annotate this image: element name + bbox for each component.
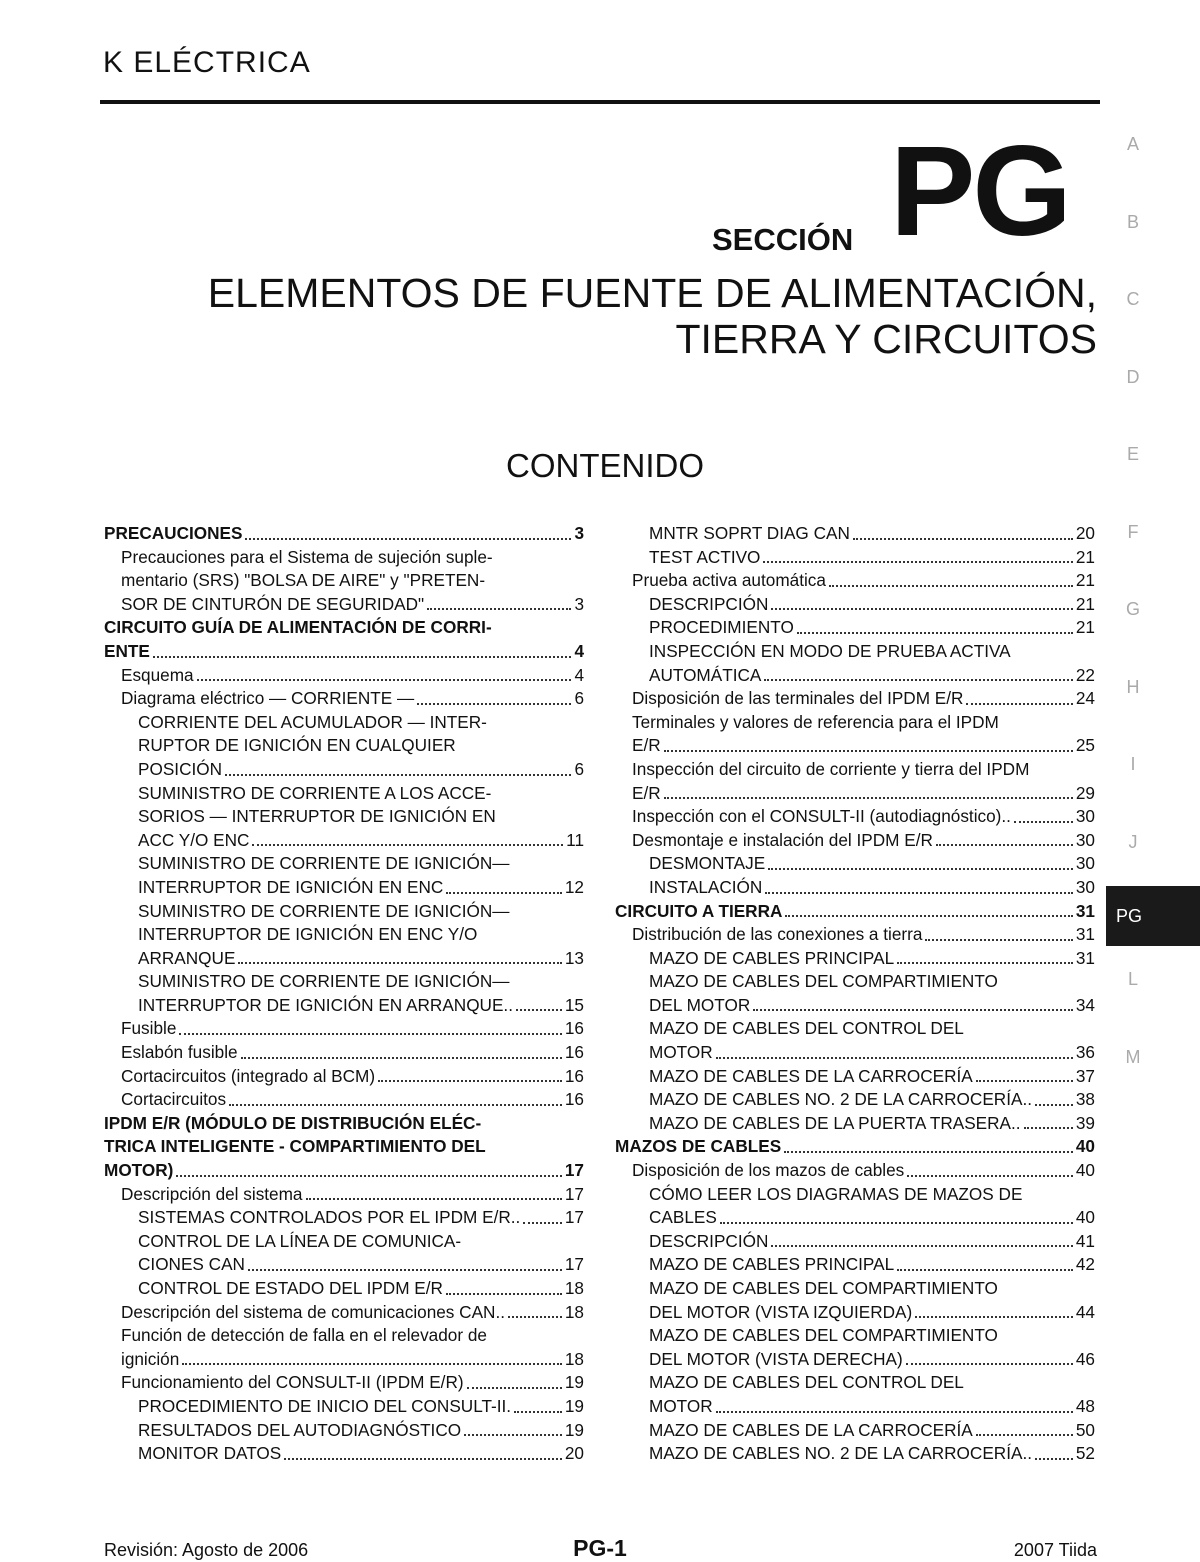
toc-dot-leader [197, 679, 572, 681]
toc-entry-title: MAZO DE CABLES DE LA CARROCERÍA [649, 1419, 973, 1440]
toc-entry[interactable] [104, 1088, 584, 1112]
toc-entry-title: Esquema [121, 664, 194, 685]
toc-entry[interactable] [615, 994, 1095, 1018]
toc-dot-leader [306, 1198, 562, 1200]
toc-entry-title: INTERRUPTOR DE IGNICIÓN EN ENC Y/O [138, 924, 478, 945]
toc-dot-leader [785, 915, 1072, 917]
toc-entry [104, 711, 584, 735]
toc-entry [104, 616, 584, 640]
section-tab-pg[interactable]: PG [1106, 886, 1200, 946]
toc-entry [615, 1183, 1095, 1207]
toc-entry[interactable] [615, 852, 1095, 876]
toc-entry-title: Función de detección de falla en el relevador de [121, 1325, 487, 1346]
toc-entry-page: 17 [564, 1160, 584, 1181]
toc-entry-page: 29 [1075, 782, 1095, 803]
toc-entry[interactable] [104, 1017, 584, 1041]
toc-entry[interactable] [615, 1135, 1095, 1159]
toc-entry-title: DESCRIPCIÓN [649, 593, 769, 614]
toc-entry-title: MAZO DE CABLES DEL CONTROL DEL [649, 1018, 964, 1039]
toc-dot-leader [229, 1104, 562, 1106]
toc-entry-title: CÓMO LEER LOS DIAGRAMAS DE MAZOS DE [649, 1183, 1023, 1204]
section-title [208, 270, 1097, 362]
section-tab-m[interactable]: M [1125, 1046, 1141, 1067]
toc-entry-title: INTERRUPTOR DE IGNICIÓN EN ENC [138, 876, 444, 897]
toc-entry-title: Cortacircuitos (integrado al BCM) [121, 1065, 376, 1086]
toc-entry[interactable] [615, 1206, 1095, 1230]
toc-dot-leader [897, 962, 1073, 964]
toc-entry-page: 31 [1075, 947, 1095, 968]
section-tab-a[interactable]: A [1126, 134, 1139, 154]
toc-entry[interactable] [615, 569, 1095, 593]
toc-dot-leader [720, 1222, 1073, 1224]
toc-entry-page: 30 [1075, 853, 1095, 874]
toc-entry[interactable] [104, 1253, 584, 1277]
section-group-title: K ELÉCTRICA [103, 46, 311, 79]
toc-entry-page: 52 [1075, 1443, 1095, 1464]
toc-dot-leader [771, 1245, 1073, 1247]
toc-entry-title: Eslabón fusible [121, 1042, 238, 1063]
toc-dot-leader [179, 1033, 561, 1035]
toc-entry-title: DESMONTAJE [649, 853, 766, 874]
toc-entry-title: PROCEDIMIENTO [649, 617, 794, 638]
toc-entry[interactable] [615, 616, 1095, 640]
toc-entry-title: SORIOS — INTERRUPTOR DE IGNICIÓN EN [138, 806, 496, 827]
section-tab-l[interactable]: L [1127, 969, 1138, 989]
toc-entry[interactable] [615, 1419, 1095, 1443]
toc-entry-page: 17 [564, 1254, 584, 1275]
toc-entry-title: MAZOS DE CABLES [615, 1136, 782, 1157]
toc-entry[interactable] [615, 1112, 1095, 1136]
toc-entry [104, 1112, 584, 1136]
toc-entry[interactable] [104, 1395, 584, 1419]
toc-dot-leader [976, 1434, 1073, 1436]
toc-entry[interactable] [104, 1065, 584, 1089]
toc-dot-leader [925, 939, 1072, 941]
toc-entry-title: MAZO DE CABLES PRINCIPAL [649, 947, 895, 968]
toc-entry-title: INTERRUPTOR DE IGNICIÓN EN ARRANQUE.. [138, 994, 513, 1015]
toc-left-column [104, 522, 584, 1466]
toc-entry-title: E/R [632, 735, 661, 756]
toc-entry-title: Disposición de los mazos de cables [632, 1160, 905, 1181]
toc-entry-page: 38 [1075, 1089, 1095, 1110]
toc-entry-title: MAZO DE CABLES DEL COMPARTIMIENTO [649, 1325, 998, 1346]
toc-entry[interactable] [615, 1065, 1095, 1089]
toc-entry [104, 1135, 584, 1159]
toc-entry-title: MONITOR DATOS [138, 1443, 282, 1464]
toc-entry-title: CONTROL DE ESTADO DEL IPDM E/R [138, 1278, 443, 1298]
toc-dot-leader [427, 608, 571, 610]
toc-entry-page: 37 [1075, 1065, 1095, 1086]
toc-entry-page: 19 [564, 1419, 584, 1440]
toc-entry-page: 18 [564, 1348, 584, 1369]
toc-entry-title: CONTROL DE LA LÍNEA DE COMUNICA- [138, 1230, 462, 1251]
toc-dot-leader [284, 1458, 562, 1460]
toc-entry-page: 4 [574, 664, 584, 685]
toc-entry-title: SUMINISTRO DE CORRIENTE A LOS ACCE- [138, 782, 492, 803]
toc-entry[interactable] [104, 664, 584, 688]
toc-entry-title: Fusible [121, 1018, 177, 1039]
toc-entry[interactable] [104, 994, 584, 1018]
toc-entry-title: Cortacircuitos [121, 1089, 227, 1110]
toc-entry-title: E/R [632, 782, 661, 803]
toc-entry[interactable] [104, 758, 584, 782]
toc-entry-page: 44 [1075, 1301, 1095, 1322]
toc-dot-leader [241, 1057, 562, 1059]
toc-dot-leader [716, 1411, 1073, 1413]
section-tab-e[interactable]: E [1126, 444, 1139, 464]
toc-entry[interactable] [104, 1159, 584, 1183]
toc-dot-leader [153, 656, 572, 658]
toc-dot-leader [765, 892, 1073, 894]
toc-entry [104, 805, 584, 829]
toc-dot-leader [797, 632, 1073, 634]
toc-entry-page: 41 [1075, 1230, 1095, 1251]
toc-entry[interactable] [615, 1041, 1095, 1065]
toc-entry [104, 900, 584, 924]
toc-entry [615, 1277, 1095, 1301]
toc-entry-page: 20 [564, 1443, 584, 1464]
toc-entry[interactable] [615, 1253, 1095, 1277]
toc-dot-leader [467, 1387, 562, 1389]
section-tab-i[interactable]: I [1130, 754, 1136, 774]
toc-entry[interactable] [615, 687, 1095, 711]
section-label: SECCIÓN [712, 222, 854, 257]
toc-entry-title: MAZO DE CABLES DE LA CARROCERÍA [649, 1065, 973, 1086]
toc-entry-title: RUPTOR DE IGNICIÓN EN CUALQUIER [138, 735, 456, 756]
toc-entry-title: AUTOMÁTICA [649, 664, 762, 685]
toc-entry-title: SISTEMAS CONTROLADOS POR EL IPDM E/R.. [138, 1207, 521, 1228]
toc-entry-title: Inspección con el CONSULT-II (autodiagnóstico).. [632, 806, 1011, 827]
toc-entry-page: 17 [564, 1183, 584, 1204]
toc-dot-leader [446, 1293, 562, 1295]
toc-dot-leader [176, 1175, 561, 1177]
toc-entry[interactable] [615, 1230, 1095, 1254]
toc-entry-page: 16 [564, 1089, 584, 1110]
toc-dot-leader [768, 868, 1073, 870]
toc-entry-page: 22 [1075, 664, 1095, 685]
toc-entry[interactable] [104, 1371, 584, 1395]
contents-heading: CONTENIDO [506, 447, 704, 484]
toc-dot-leader [853, 538, 1073, 540]
section-tab-c[interactable]: C [1126, 289, 1140, 309]
toc-entry [104, 569, 584, 593]
toc-entry-page: 18 [564, 1278, 584, 1298]
toc-entry-page: 16 [564, 1065, 584, 1086]
toc-entry-page: 34 [1075, 994, 1095, 1015]
toc-entry-title: mentario (SRS) "BOLSA DE AIRE" y "PRETEN- [121, 570, 486, 591]
toc-dot-leader [897, 1269, 1073, 1271]
toc-dot-leader [446, 892, 562, 894]
toc-entry-page: 12 [564, 876, 584, 897]
toc-entry-page: 21 [1075, 617, 1095, 638]
toc-entry[interactable] [104, 947, 584, 971]
toc-dot-leader [716, 1057, 1073, 1059]
toc-dot-leader [225, 774, 571, 776]
toc-entry[interactable] [104, 593, 584, 617]
toc-entry-page: 50 [1075, 1419, 1095, 1440]
section-tab-j[interactable]: J [1128, 831, 1138, 852]
section-tab-d[interactable]: D [1126, 366, 1140, 387]
toc-entry-title: MOTOR) [104, 1160, 174, 1181]
toc-entry-title: ignición [121, 1348, 180, 1369]
toc-entry-page: 30 [1075, 876, 1095, 897]
toc-dot-leader [771, 608, 1073, 610]
toc-entry[interactable] [615, 734, 1095, 758]
toc-entry-title: ENTE [104, 640, 150, 661]
toc-dot-leader [906, 1363, 1073, 1365]
toc-entry[interactable] [615, 782, 1095, 806]
toc-entry-title: Disposición de las terminales del IPDM E/R [632, 688, 964, 709]
toc-entry[interactable] [615, 664, 1095, 688]
toc-entry-title: Descripción del sistema [121, 1183, 303, 1204]
toc-entry-title: Diagrama eléctrico — CORRIENTE — [121, 688, 415, 709]
toc-entry-title: MAZO DE CABLES NO. 2 DE LA CARROCERÍA.. [649, 1443, 1032, 1464]
toc-entry [615, 970, 1095, 994]
toc-dot-leader [245, 538, 571, 540]
toc-dot-leader [764, 679, 1073, 681]
toc-dot-leader [516, 1009, 562, 1011]
toc-entry-title: DEL MOTOR [649, 994, 751, 1015]
toc-dot-leader [976, 1080, 1073, 1082]
toc-dot-leader [1014, 821, 1073, 823]
toc-entry [615, 1371, 1095, 1395]
toc-entry-page: 20 [1075, 523, 1095, 543]
toc-entry[interactable] [615, 923, 1095, 947]
toc-entry-title: Precauciones para el Sistema de sujeción suple- [121, 546, 493, 567]
toc-entry-title: POSICIÓN [138, 758, 223, 779]
toc-entry-page: 18 [564, 1301, 584, 1322]
section-title-line-1: ELEMENTOS DE FUENTE DE ALIMENTACIÓN, [207, 270, 1097, 316]
toc-entry-title: CIRCUITO GUÍA DE ALIMENTACIÓN DE CORRI- [104, 617, 492, 638]
toc-entry [104, 923, 584, 947]
toc-entry[interactable] [615, 593, 1095, 617]
toc-entry-title: CIRCUITO A TIERRA [615, 900, 783, 921]
toc-entry-page: 48 [1075, 1395, 1095, 1416]
page-number: PG-1 [573, 1535, 627, 1561]
toc-entry[interactable] [615, 876, 1095, 900]
toc-dot-leader [753, 1009, 1073, 1011]
toc-dot-leader [464, 1434, 562, 1436]
toc-entry[interactable] [104, 1041, 584, 1065]
toc-entry-page: 31 [1075, 924, 1095, 945]
toc-entry-title: TRICA INTELIGENTE - COMPARTIMIENTO DEL [104, 1136, 486, 1157]
toc-entry-title: INSPECCIÓN EN MODO DE PRUEBA ACTIVA [649, 640, 1011, 661]
toc-entry[interactable] [615, 546, 1095, 570]
toc-entry[interactable] [615, 1159, 1095, 1183]
toc-entry-title: IPDM E/R (MÓDULO DE DISTRIBUCIÓN ELÉC- [104, 1112, 482, 1133]
toc-entry-page: 17 [564, 1207, 584, 1228]
toc-entry-title: SUMINISTRO DE CORRIENTE DE IGNICIÓN— [138, 900, 510, 921]
toc-entry[interactable] [615, 805, 1095, 829]
toc-entry-title: MAZO DE CABLES DEL COMPARTIMIENTO [649, 1278, 998, 1298]
toc-entry-title: DESCRIPCIÓN [649, 1230, 769, 1251]
toc-entry-page: 36 [1075, 1042, 1095, 1063]
toc-entry-page: 21 [1075, 570, 1095, 591]
toc-entry-page: 16 [564, 1018, 584, 1039]
toc-dot-leader [248, 1269, 562, 1271]
toc-entry[interactable] [615, 1395, 1095, 1419]
toc-entry-page: 6 [574, 758, 584, 779]
toc-entry [104, 546, 584, 570]
toc-entry-title: DEL MOTOR (VISTA IZQUIERDA) [649, 1301, 913, 1322]
toc-dot-leader [252, 844, 563, 846]
toc-entry-page: 15 [564, 994, 584, 1015]
toc-entry[interactable] [104, 1301, 584, 1325]
toc-dot-leader [907, 1175, 1073, 1177]
toc-entry-page: 40 [1075, 1136, 1095, 1157]
toc-dot-leader [417, 703, 571, 705]
toc-dot-leader [182, 1363, 562, 1365]
toc-entry-page: 40 [1075, 1160, 1095, 1181]
toc-entry[interactable] [104, 1183, 584, 1207]
toc-entry[interactable] [615, 829, 1095, 853]
toc-entry-title: ACC Y/O ENC [138, 829, 250, 850]
toc-entry-title: Desmontaje e instalación del IPDM E/R [632, 829, 933, 850]
toc-dot-leader [664, 750, 1073, 752]
toc-entry[interactable] [104, 640, 584, 664]
toc-dot-leader [514, 1411, 562, 1413]
revision-date: Revisión: Agosto de 2006 [104, 1540, 309, 1560]
toc-entry [104, 852, 584, 876]
toc-entry[interactable] [615, 947, 1095, 971]
toc-entry [615, 711, 1095, 735]
toc-dot-leader [1024, 1127, 1073, 1129]
toc-entry-page: 4 [574, 640, 584, 661]
toc-entry[interactable] [615, 1301, 1095, 1325]
toc-entry-title: SUMINISTRO DE CORRIENTE DE IGNICIÓN— [138, 971, 510, 992]
toc-entry-title: RESULTADOS DEL AUTODIAGNÓSTICO [138, 1419, 462, 1440]
toc-entry-title: MAZO DE CABLES PRINCIPAL [649, 1254, 895, 1275]
toc-entry-page: 13 [564, 947, 584, 968]
toc-entry-page: 24 [1075, 688, 1095, 709]
toc-entry-title: SOR DE CINTURÓN DE SEGURIDAD" [121, 593, 425, 614]
toc-entry-page: 21 [1075, 593, 1095, 614]
toc-entry-title: MAZO DE CABLES DE LA PUERTA TRASERA.. [649, 1112, 1021, 1133]
toc-entry[interactable] [615, 1442, 1095, 1466]
toc-dot-leader [1035, 1104, 1073, 1106]
toc-entry-title: Inspección del circuito de corriente y tierra del IPDM [632, 758, 1030, 779]
toc-dot-leader [378, 1080, 562, 1082]
toc-dot-leader [508, 1316, 562, 1318]
toc-entry-title: ARRANQUE [138, 947, 236, 968]
toc-entry [615, 758, 1095, 782]
toc-entry-page: 30 [1075, 806, 1095, 827]
toc-entry-title: PRECAUCIONES [104, 523, 243, 543]
toc-dot-leader [523, 1222, 562, 1224]
toc-entry-title: Descripción del sistema de comunicaciones CAN.. [121, 1301, 506, 1322]
vehicle-model: 2007 Tiida [1013, 1540, 1097, 1560]
toc-entry-title: DEL MOTOR (VISTA DERECHA) [649, 1348, 903, 1369]
toc-entry-page: 16 [564, 1042, 584, 1063]
toc-entry[interactable] [615, 1348, 1095, 1372]
toc-dot-leader [829, 585, 1073, 587]
toc-entry[interactable] [104, 1277, 584, 1301]
toc-entry-title: MAZO DE CABLES DEL COMPARTIMIENTO [649, 971, 998, 992]
toc-entry-title: Distribución de las conexiones a tierra [632, 924, 923, 945]
toc-entry[interactable] [104, 522, 584, 546]
toc-entry-page: 42 [1075, 1254, 1095, 1275]
toc-entry-title: MAZO DE CABLES NO. 2 DE LA CARROCERÍA.. [649, 1089, 1032, 1110]
toc-dot-leader [763, 561, 1072, 563]
toc-entry-title: Funcionamiento del CONSULT-II (IPDM E/R) [121, 1372, 464, 1393]
toc-entry[interactable] [615, 1088, 1095, 1112]
toc-entry [104, 970, 584, 994]
toc-entry[interactable] [104, 876, 584, 900]
toc-entry-title: SUMINISTRO DE CORRIENTE DE IGNICIÓN— [138, 853, 510, 874]
toc-entry-title: CIONES CAN [138, 1254, 245, 1275]
toc-entry-page: 6 [574, 688, 584, 709]
toc-entry[interactable] [104, 1348, 584, 1372]
toc-entry[interactable] [104, 1206, 584, 1230]
toc-entry[interactable] [104, 1419, 584, 1443]
toc-entry-title: MNTR SOPRT DIAG CAN [649, 523, 850, 543]
section-tab-b[interactable]: B [1126, 211, 1139, 232]
toc-entry-title: PROCEDIMIENTO DE INICIO DEL CONSULT-II. [138, 1395, 512, 1416]
toc-entry[interactable] [615, 522, 1095, 546]
toc-entry [615, 640, 1095, 664]
toc-dot-leader [915, 1316, 1073, 1318]
toc-entry-title: Prueba activa automática [632, 570, 826, 591]
toc-entry-page: 39 [1075, 1112, 1095, 1133]
toc-entry [104, 782, 584, 806]
toc-entry [104, 734, 584, 758]
toc-right-column [615, 522, 1095, 1466]
toc-entry-page: 46 [1075, 1348, 1095, 1369]
toc-dot-leader [238, 962, 561, 964]
toc-entry-page: 19 [564, 1372, 584, 1393]
toc-dot-leader [936, 844, 1073, 846]
toc-entry-page: 11 [566, 829, 584, 850]
toc-entry [615, 1324, 1095, 1348]
toc-entry-page: 25 [1075, 735, 1095, 756]
toc-entry-title: TEST ACTIVO [649, 546, 761, 567]
toc-entry-page: 3 [574, 593, 584, 614]
toc-entry-title: CORRIENTE DEL ACUMULADOR — INTER- [138, 711, 487, 732]
header-rule [100, 100, 1100, 104]
toc-entry-page: 40 [1075, 1207, 1095, 1228]
toc-dot-leader [966, 703, 1072, 705]
toc-dot-leader [784, 1151, 1073, 1153]
toc-entry-title: MAZO DE CABLES DEL CONTROL DEL [649, 1372, 964, 1393]
section-tab-h[interactable]: H [1126, 676, 1140, 697]
toc-entry[interactable] [615, 900, 1095, 924]
toc-dot-leader [1035, 1458, 1073, 1460]
toc-entry[interactable] [104, 1442, 584, 1466]
toc-entry-page: 31 [1075, 900, 1095, 921]
section-tab-f[interactable]: F [1127, 521, 1139, 542]
toc-entry-page: 30 [1075, 829, 1095, 850]
toc-entry-page: 3 [574, 523, 584, 543]
section-title-line-2: TIERRA Y CIRCUITOS [675, 316, 1097, 362]
toc-entry-title: CABLES [649, 1207, 717, 1228]
section-code: PG [890, 120, 1069, 263]
toc-entry-title: MOTOR [649, 1042, 713, 1063]
toc-entry-page: 19 [564, 1395, 584, 1416]
toc-entry [104, 1324, 584, 1348]
toc-entry [615, 1017, 1095, 1041]
toc-entry-title: Terminales y valores de referencia para el IPDM [632, 711, 999, 732]
toc-entry-title: MOTOR [649, 1395, 713, 1416]
toc-dot-leader [664, 797, 1073, 799]
toc-entry[interactable] [104, 687, 584, 711]
toc-entry [104, 1230, 584, 1254]
toc-entry[interactable] [104, 829, 584, 853]
toc-entry-title: INSTALACIÓN [649, 876, 763, 897]
section-index-tabs [1106, 128, 1200, 1118]
section-tab-g[interactable]: G [1125, 599, 1140, 619]
toc-entry-page: 21 [1075, 546, 1095, 567]
